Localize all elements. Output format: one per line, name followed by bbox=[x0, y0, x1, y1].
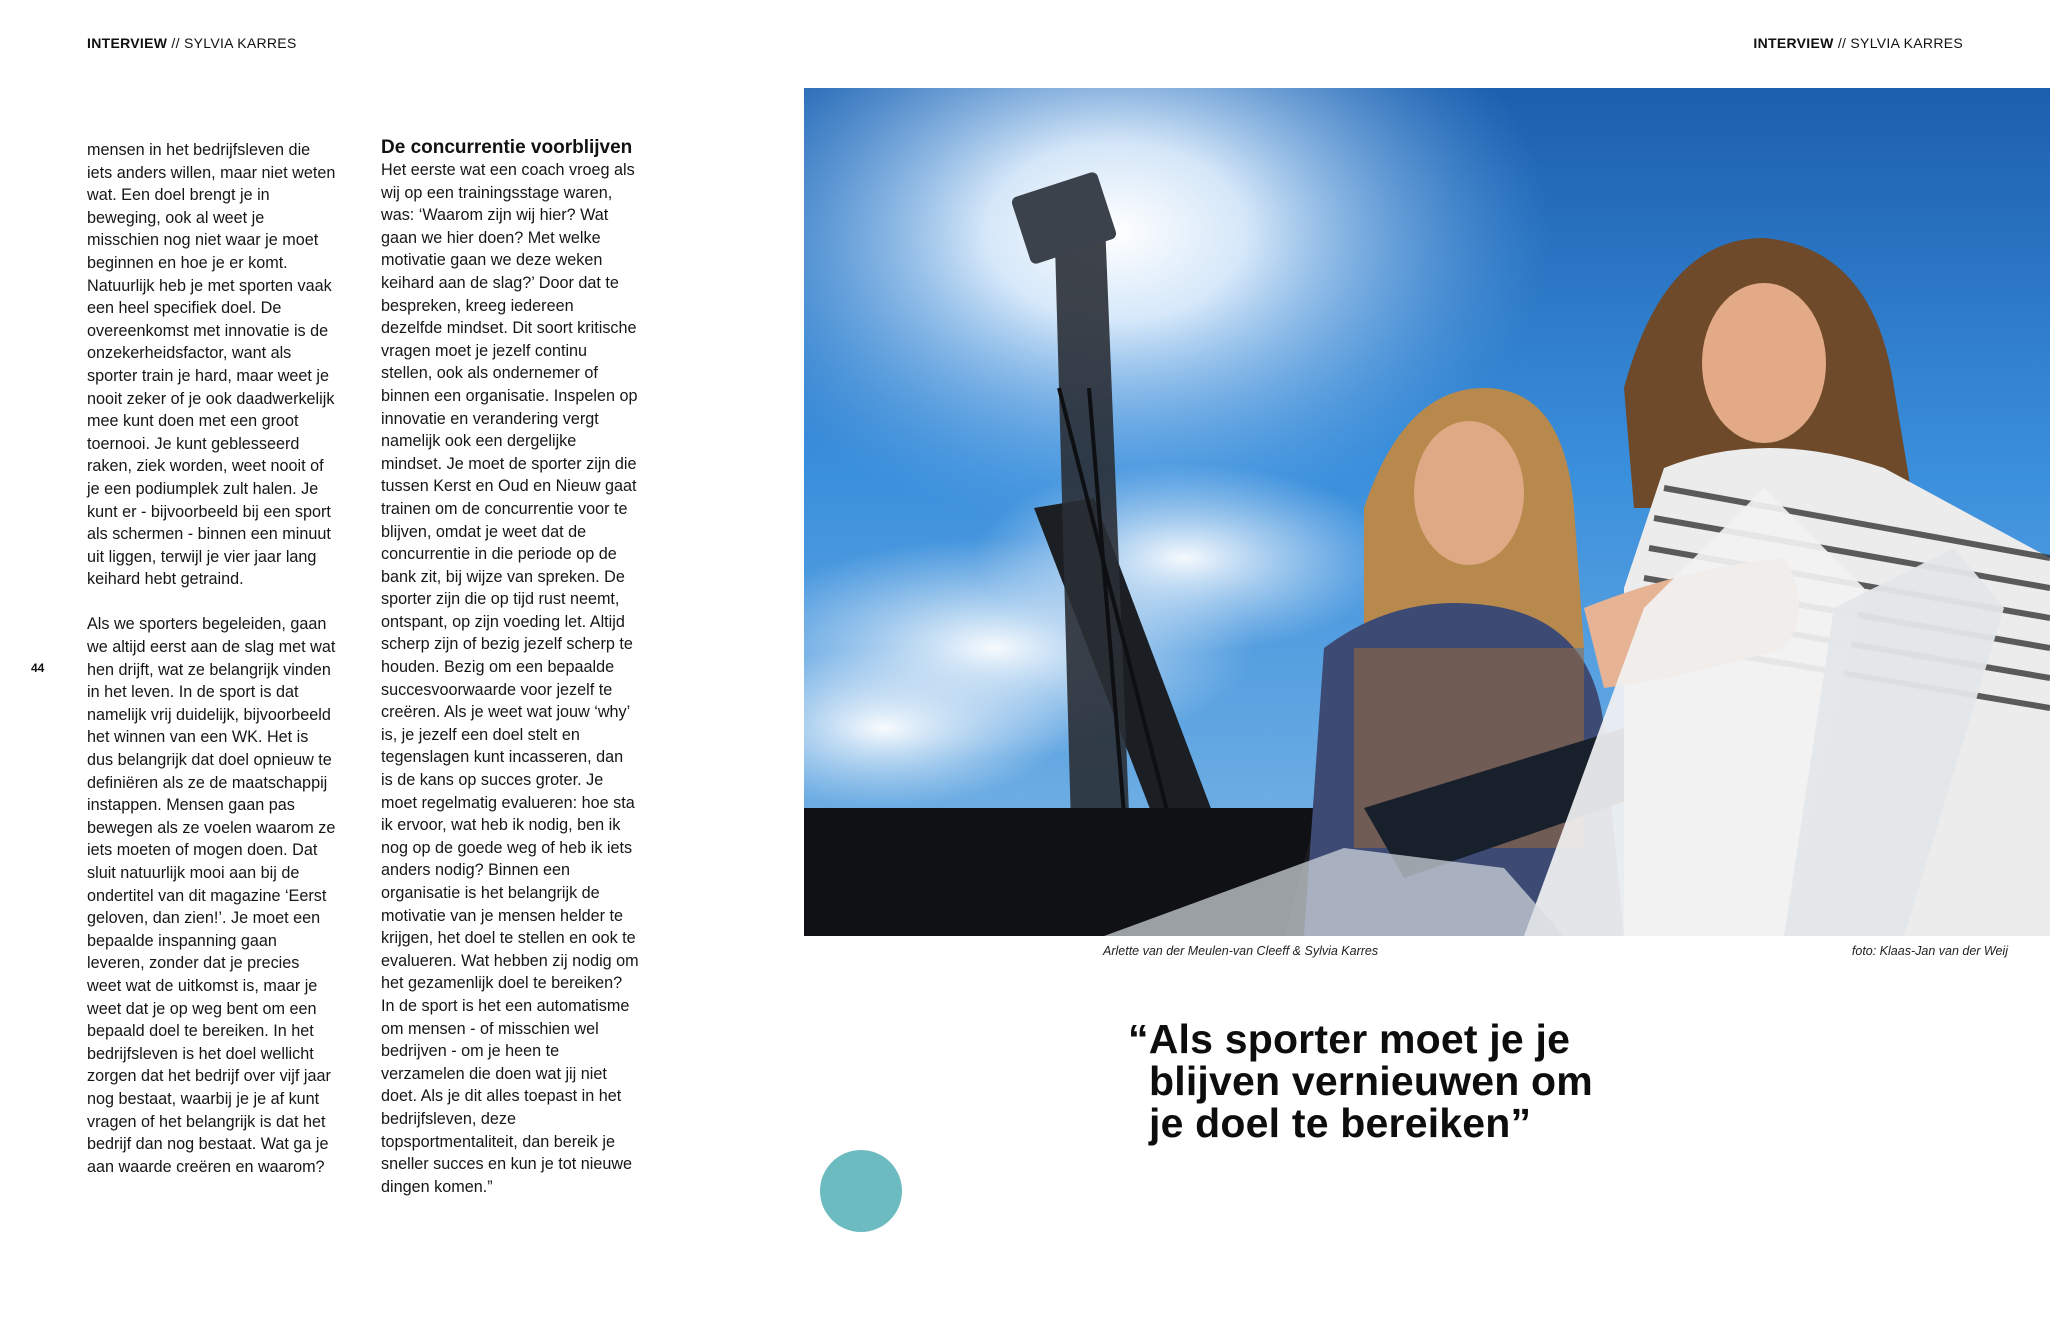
pull-quote-line: blijven vernieuwen om bbox=[1149, 1058, 1593, 1104]
separator: // bbox=[1833, 35, 1851, 51]
interview-photo bbox=[804, 88, 2050, 936]
running-head-right bbox=[1753, 35, 1963, 51]
photo-illustration bbox=[804, 88, 2050, 936]
section-label: INTERVIEW bbox=[1753, 35, 1834, 51]
body-paragraph: mensen in het bedrijfsleven die iets anders willen, maar niet weten wat. Een doel brengt je in beweging, ook al weet je misschien nog niet waar je moet beginnen en hoe je er komt. Natuurlijk heb je met sporten vaak een heel specifiek doel. De overeenkomst met innovatie is de onzekerheidsfactor, want als sporter train je hard, maar weet je nooit zeker of je ook daadwerkelijk mee kunt doen met een groot toernooi. Je kunt geblesseerd raken, ziek worden, weet nooit of je een podiumplek zult halen. Je kunt er - bijvoorbeeld bij een sport als schermen - binnen een minuut uit liggen, terwijl je vier jaar lang keihard hebt getraind. bbox=[87, 141, 336, 589]
body-paragraph: Het eerste wat een coach vroeg als wij op een trainingsstage waren, was: ‘Waarom zijn wij hier? Wat gaan we hier doen? Met welke motivatie gaan we deze weken keihard aan de slag?’ Door dat te bespreken, kreeg iedereen dezelfde mindset. Dit soort kritische vragen moet je jezelf continu stellen, ook als ondernemer of binnen een organisatie. Inspelen op innovatie en verandering vergt namelijk ook een dergelijke mindset. Je moet de sporter zijn die tussen Kerst en Oud en Nieuw gaat trainen om de concurrentie voor te blijven, omdat je weet dat de concurrentie in die periode op de bank zit, bij wijze van spreken. De sporter zijn die op tijd rust neemt, ontspant, op zijn voeding let. Altijd scherp zijn of bezig jezelf scherp te houden. Bezig om een bepaalde succesvoorwaarde voor jezelf te creëren. Als je weet wat jouw ‘why’ is, je jezelf een doel stelt en tegenslagen kunt incasseren, dan is de kans op succes groter. Je moet regelmatig evalueren: hoe sta ik ervoor, wat heb ik nodig, ben ik nog op de goede weg of heb ik iets anders nodig? Binnen een organisatie is het belangrijk de motivatie van je mensen helder te krijgen, het doel te stellen en ook te evalueren. Wat hebben zij nodig om het gezamenlijk doel te bereiken? In de sport is het een automatisme om mensen - of misschien wel bedrijven - om je heen te verzamelen die doen wat jij niet doet. Als je dit alles toepast in het bedrijfsleven, deze topsportmentaliteit, dan bereik je sneller succes en kun je tot nieuwe dingen komen.” bbox=[381, 161, 639, 1196]
interviewee-name: SYLVIA KARRES bbox=[1850, 35, 1963, 51]
body-column-1 bbox=[87, 139, 337, 1201]
section-heading: De concurrentie voorblijven bbox=[381, 137, 633, 158]
pull-quote bbox=[1128, 1018, 1688, 1144]
photo-caption: Arlette van der Meulen-van Cleeff & Sylvia Karres bbox=[1103, 944, 1379, 958]
pull-quote-line: “Als sporter moet je je bbox=[1128, 1016, 1571, 1062]
page-number: 44 bbox=[31, 661, 45, 675]
interviewee-name: SYLVIA KARRES bbox=[184, 35, 297, 51]
separator: // bbox=[167, 35, 184, 51]
photo-credit: foto: Klaas-Jan van der Weij bbox=[1851, 944, 2008, 958]
pull-quote-line: je doel te bereiken” bbox=[1149, 1100, 1532, 1146]
section-label: INTERVIEW bbox=[87, 35, 168, 51]
accent-circle bbox=[820, 1150, 902, 1232]
body-column-2 bbox=[381, 136, 639, 1221]
running-head-left bbox=[87, 35, 297, 51]
body-paragraph: Als we sporters begeleiden, gaan we altijd eerst aan de slag met wat hen drijft, wat ze belangrijk vinden in het leven. In de sport is dat namelijk vrij duidelijk, bijvoorbeeld het winnen van een WK. Het is dus belangrijk dat doel opnieuw te definiëren als ze de maatschappij instappen. Mensen gaan pas bewegen als ze voelen waarom ze iets moeten of mogen doen. Dat sluit natuurlijk mooi aan bij de ondertitel van dit magazine ‘Eerst geloven, dan zien!’. Je moet een bepaalde inspanning gaan leveren, zonder dat je precies weet wat de uitkomst is, maar je weet dat je op weg bent om een bepaald doel te bereiken. In het bedrijfsleven is het doel wellicht zorgen dat het bedrijf over vijf jaar nog bestaat, waarbij je je af kunt vragen of het belangrijk is dat het bedrijf dan nog bestaat. Wat ga je aan waarde creëren en waarom? bbox=[87, 615, 336, 1176]
